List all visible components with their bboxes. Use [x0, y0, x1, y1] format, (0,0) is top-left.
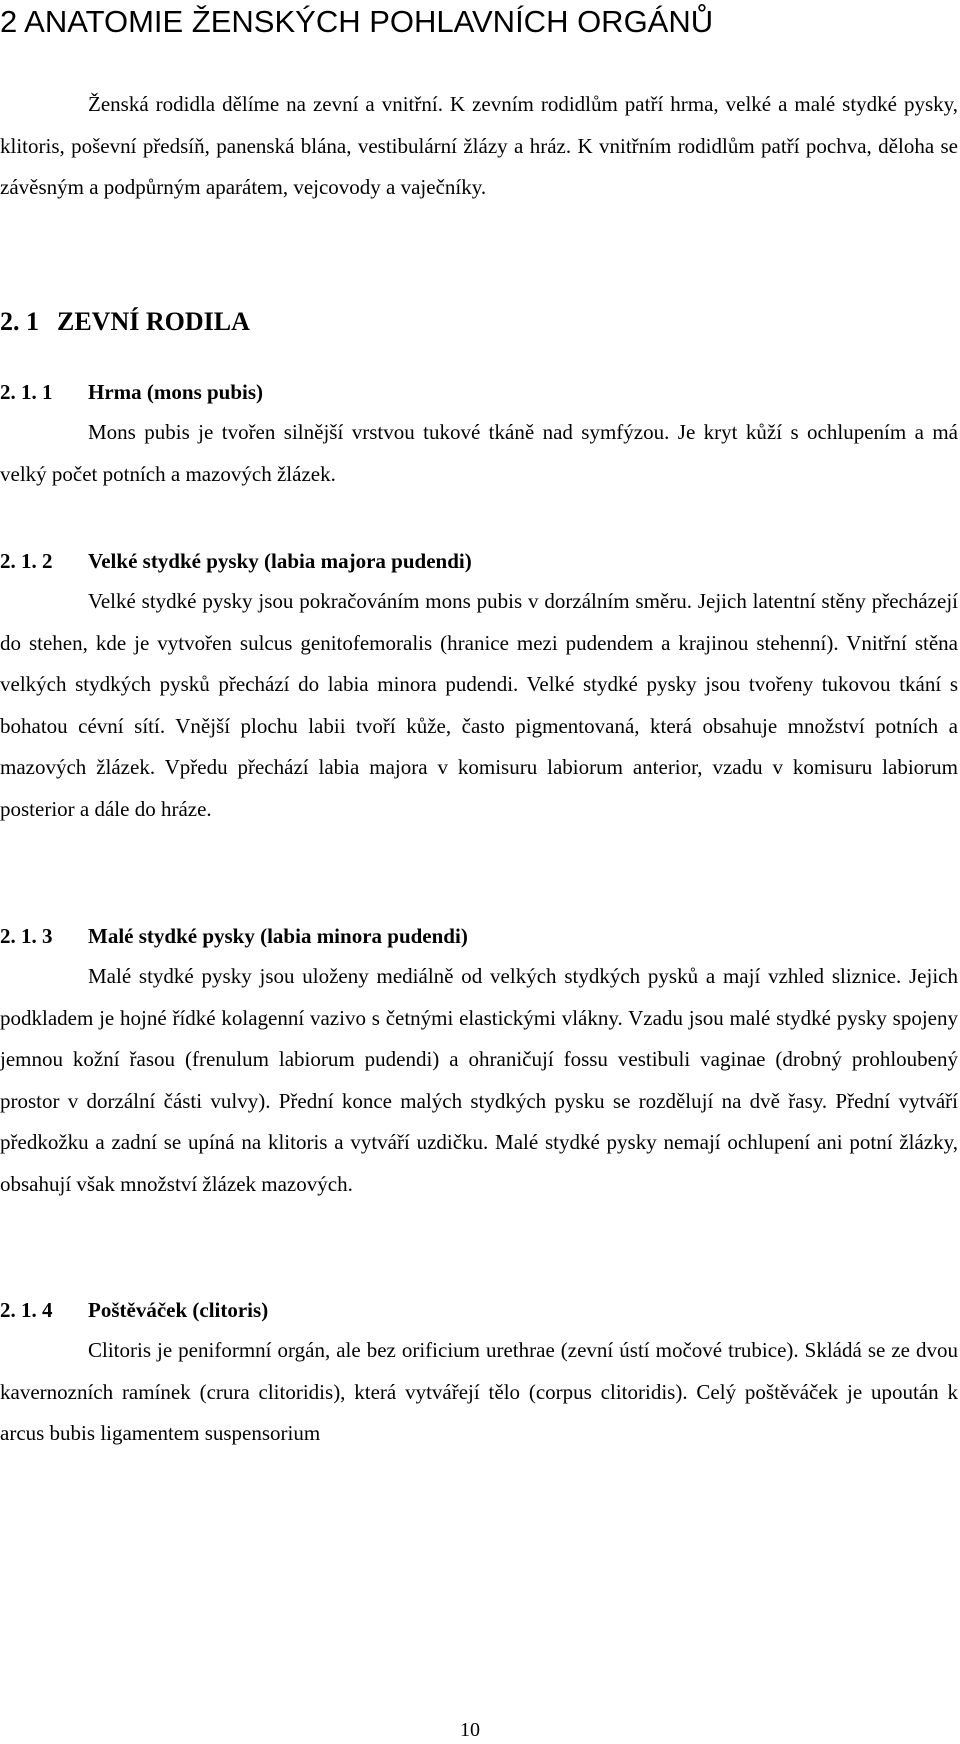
subsection-title: Hrma (mons pubis) [88, 380, 264, 404]
subsection-heading-1 [0, 377, 263, 407]
chapter-title: 2 ANATOMIE ŽENSKÝCH POHLAVNÍCH ORGÁNŮ [0, 4, 714, 39]
subsection-number: 2. 1. 3 [0, 924, 53, 948]
subsection-paragraph-3: Malé stydké pysky jsou uloženy mediálně od velkých stydkých pysků a mají vzhled sliznice. Jejich podkladem je hojné řídké kolagenní vazivo s četnými elastickými vlákny. Vzadu jsou malé stydké pysky spojeny jemnou kožní řasou (frenulum labiorum pudendi) a ohraničují fossu vestibuli vaginae (drobný prohloubený prostor v dorzální části vulvy). Přední konce malých stydkých pysku se rozdělují na dvě řasy. Přední vytváří předkožku a zadní se upíná na klitoris a vytváří uzdičku. Malé stydké pysky nemají ochlupení ani potní žlázky, obsahují však množství žlázek mazových. [0, 964, 958, 1196]
subsection-paragraph-1: Mons pubis je tvořen silnější vrstvou tukové tkáně nad symfýzou. Je kryt kůží s ochlupením a má velký počet potních a mazových žlázek. [0, 420, 958, 486]
subsection-title: Poštěváček (clitoris) [88, 1298, 269, 1322]
section-number: 2. 1 [0, 307, 39, 336]
subsection-title: Malé stydké pysky (labia minora pudendi) [88, 924, 468, 948]
subsection-heading-3 [0, 921, 468, 951]
subsection-heading-2 [0, 546, 472, 576]
page-number: 10 [460, 1719, 480, 1741]
subsection-paragraph-4: Clitoris je peniformní orgán, ale bez orificium urethrae (zevní ústí močové trubice). Skládá se ze dvou kavernozních ramínek (crura clitoridis), která vytvářejí tělo (corpus clitoridis). Celý poštěváček je upoután k arcus bubis ligamentem suspensorium [0, 1338, 958, 1445]
subsection-number: 2. 1. 2 [0, 549, 53, 573]
subsection-paragraph-2: Velké stydké pysky jsou pokračováním mons pubis v dorzálním směru. Jejich latentní stěny přecházejí do stehen, kde je vytvořen sulcus genitofemoralis (hranice mezi pudendem a krajinou stehenní). Vnitřní stěna velkých stydkých pysků přechází do labia minora pudendi. Velké stydké pysky jsou tvořeny tukovou tkání s bohatou cévní sítí. Vnější plochu labii tvoří kůže, často pigmentovaná, která obsahuje množství potních a mazových žlázek. Vpředu přechází labia majora v komisuru labiorum anterior, vzadu v komisuru labiorum posterior a dále do hráze. [0, 589, 958, 821]
chapter-intro-paragraph: Ženská rodidla dělíme na zevní a vnitřní. K zevním rodidlům patří hrma, velké a malé stydké pysky, klitoris, poševní předsíň, panenská blána, vestibulární žlázy a hráz. K vnitřním rodidlům patří pochva, děloha se závěsným a podpůrným aparátem, vejcovody a vaječníky. [0, 92, 958, 199]
subsection-title: Velké stydké pysky (labia majora pudendi) [88, 549, 472, 573]
subsection-number: 2. 1. 1 [0, 380, 53, 404]
section-title: ZEVNÍ RODILA [57, 307, 250, 336]
subsection-number: 2. 1. 4 [0, 1298, 53, 1322]
section-heading [0, 305, 250, 339]
subsection-heading-4 [0, 1295, 268, 1325]
